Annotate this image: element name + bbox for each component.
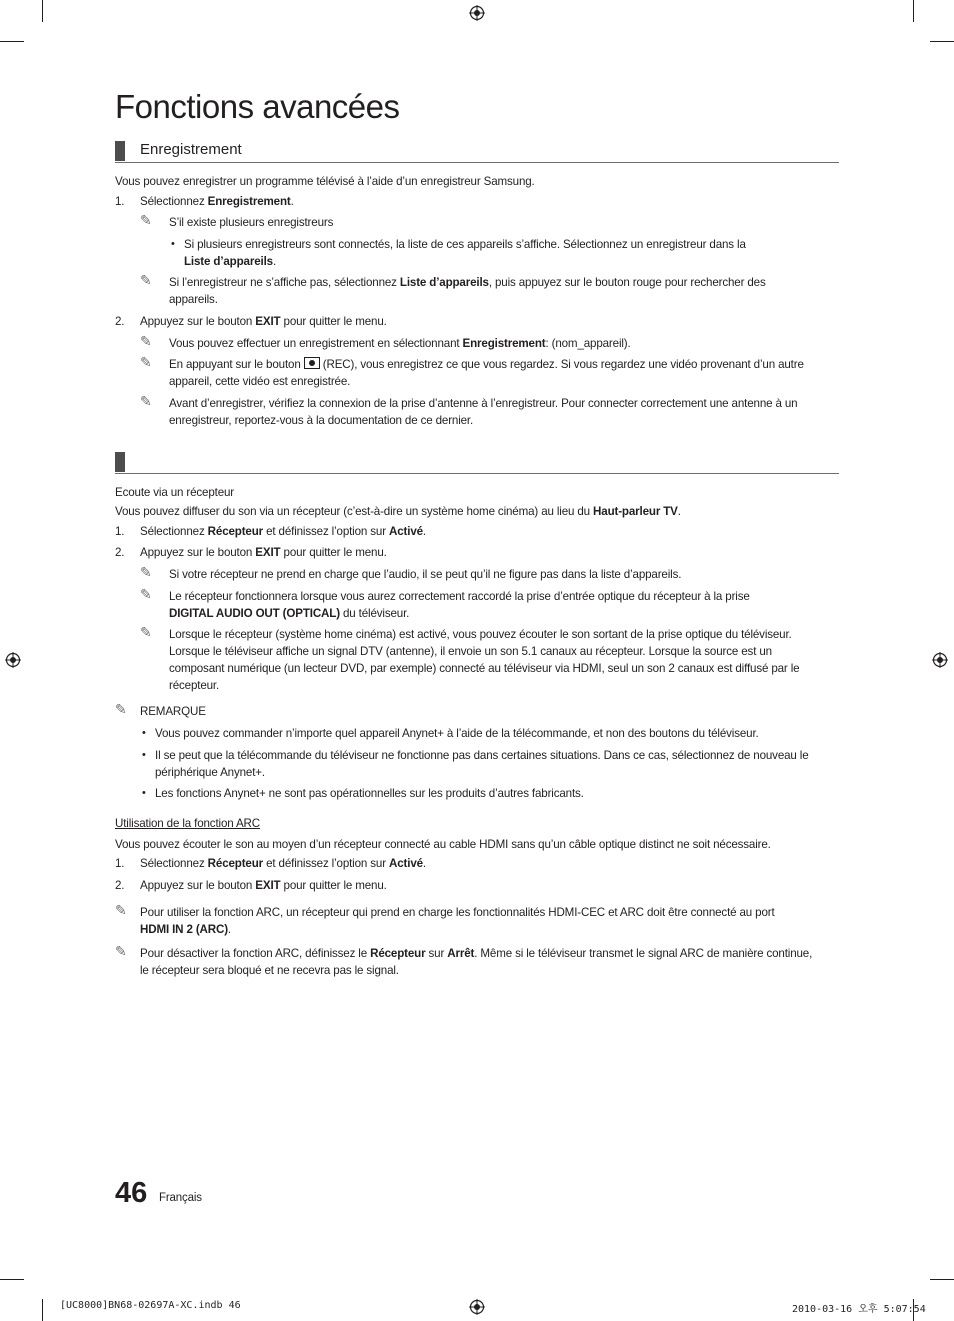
remarque-bullet: Il se peut que la télécommande du téléviseur ne fonctionne pas dans certaines situations. Dans ce cas, sélectionnez de nouveau le [155, 749, 809, 762]
remarque-label: REMARQUE [140, 705, 206, 718]
note-text-line4: récepteur. [169, 679, 220, 692]
registration-mark-icon [469, 5, 485, 21]
bullet-text-line2: Liste d’appareils. [184, 255, 277, 268]
pencil-note-icon: ✎ [140, 354, 152, 370]
subheading: Ecoute via un récepteur [115, 486, 235, 499]
crop-mark [0, 1279, 24, 1280]
note-text: Le récepteur fonctionnera lorsque vous aurez correctement raccordé la prise d’entrée optique du récepteur à la prise [169, 590, 750, 603]
section-rule [115, 162, 839, 163]
section-heading-enregistrement: Enregistrement [140, 141, 242, 158]
registration-mark-icon [469, 1299, 485, 1315]
bullet-text: Si plusieurs enregistreurs sont connectés, la liste de ces appareils s’affiche. Sélectionnez un enregistreur dans la [184, 238, 746, 251]
note-text: S’il existe plusieurs enregistreurs [169, 216, 334, 229]
note-text-line2: le récepteur sera bloqué et ne recevra pas le signal. [140, 964, 399, 977]
note-text-line2: enregistreur, reportez-vous à la documentation de ce dernier. [169, 414, 474, 427]
crop-mark [0, 41, 24, 42]
note-text: En appuyant sur le bouton (REC), vous enregistrez ce que vous regardez. Si vous regardez une vidéo provenant d’un autre [169, 358, 804, 371]
crop-mark [930, 41, 954, 42]
crop-mark [913, 0, 914, 22]
note-text-line3: composant numérique (un lecteur DVD, par exemple) connecté au téléviseur via HDMI, seul un son 2 canaux est diffusé par le [169, 662, 800, 675]
arc-intro: Vous pouvez écouter le son au moyen d’un récepteur connecté au cable HDMI sans qu’un câble optique distinct ne soit nécessaire. [115, 838, 771, 851]
note-text-line2: appareils. [169, 293, 218, 306]
step-1-text: Sélectionnez Récepteur et définissez l’option sur Activé. [140, 857, 426, 870]
section1-intro: Vous pouvez enregistrer un programme télévisé à l’aide d’un enregistreur Samsung. [115, 175, 535, 188]
note-text: Si votre récepteur ne prend en charge que l’audio, il se peut qu’il ne figure pas dans la liste d’appareils. [169, 568, 682, 581]
bullet-dot: • [142, 749, 146, 761]
bullet-dot: • [142, 787, 146, 799]
bullet-dot: • [171, 238, 175, 250]
note-text: Si l’enregistreur ne s’affiche pas, sélectionnez Liste d’appareils, puis appuyez sur le bouton rouge pour rechercher des [169, 276, 766, 289]
section-marker [115, 452, 125, 472]
note-text: Pour désactiver la fonction ARC, définissez le Récepteur sur Arrêt. Même si le téléviseur transmet le signal ARC de manière continue, [140, 947, 813, 960]
pencil-note-icon: ✎ [115, 701, 127, 717]
note-text: Vous pouvez effectuer un enregistrement en sélectionnant Enregistrement: (nom_appareil). [169, 337, 631, 350]
step-number: 2. [115, 546, 125, 559]
page-title: Fonctions avancées [115, 88, 400, 125]
footer-file-info: [UC8000]BN68-02697A-XC.indb 46 [60, 1300, 241, 1311]
pencil-note-icon: ✎ [140, 564, 152, 580]
remarque-bullet: Les fonctions Anynet+ ne sont pas opérationnelles sur les produits d’autres fabricants. [155, 787, 584, 800]
page-number: 46 [115, 1177, 148, 1209]
record-button-icon [304, 357, 320, 369]
remarque-bullet: Vous pouvez commander n’importe quel appareil Anynet+ à l’aide de la télécommande, et non des boutons du téléviseur. [155, 727, 759, 740]
arc-heading: Utilisation de la fonction ARC [115, 817, 261, 830]
step-1-text: Sélectionnez Enregistrement. [140, 195, 294, 208]
step-number: 1. [115, 195, 125, 208]
step-number: 2. [115, 879, 125, 892]
note-text-line2: DIGITAL AUDIO OUT (OPTICAL) du téléviseur. [169, 607, 410, 620]
registration-mark-icon [5, 652, 21, 668]
pencil-note-icon: ✎ [140, 333, 152, 349]
crop-mark [42, 1299, 43, 1321]
pencil-note-icon: ✎ [140, 624, 152, 640]
note-text: Lorsque le récepteur (système home cinéma) est activé, vous pouvez écouter le son sortant de la prise optique du téléviseur. [169, 628, 792, 641]
step-1-text: Sélectionnez Récepteur et définissez l’option sur Activé. [140, 525, 426, 538]
note-text: Pour utiliser la fonction ARC, un récepteur qui prend en charge les fonctionnalités HDMI-CEC et ARC doit être connecté au port [140, 906, 775, 919]
pencil-note-icon: ✎ [140, 272, 152, 288]
section-marker [115, 141, 125, 161]
crop-mark [42, 0, 43, 22]
footer-timestamp: 2010-03-16 오후 5:07:54 [792, 1304, 926, 1315]
step-2-text: Appuyez sur le bouton EXIT pour quitter le menu. [140, 546, 387, 559]
crop-mark [930, 1279, 954, 1280]
step-2-text: Appuyez sur le bouton EXIT pour quitter le menu. [140, 315, 387, 328]
step-2-text: Appuyez sur le bouton EXIT pour quitter le menu. [140, 879, 387, 892]
language-label: Français [159, 1192, 202, 1204]
pencil-note-icon: ✎ [115, 902, 127, 918]
pencil-note-icon: ✎ [140, 393, 152, 409]
note-text: Avant d’enregistrer, vérifiez la connexion de la prise d’antenne à l’enregistreur. Pour connecter correctement une antenne à un [169, 397, 798, 410]
remarque-bullet-line2: périphérique Anynet+. [155, 766, 265, 779]
section-rule [115, 473, 839, 474]
pencil-note-icon: ✎ [140, 586, 152, 602]
section2-intro: Vous pouvez diffuser du son via un récepteur (c’est-à-dire un système home cinéma) au lieu du Haut-parleur TV. [115, 505, 681, 518]
note-text-line2: Lorsque le téléviseur affiche un signal DTV (antenne), il envoie un son 5.1 canaux au récepteur. Lorsque la source est un [169, 645, 772, 658]
step-number: 1. [115, 857, 125, 870]
pencil-note-icon: ✎ [140, 212, 152, 228]
step-number: 2. [115, 315, 125, 328]
note-text-line2: HDMI IN 2 (ARC). [140, 923, 231, 936]
registration-mark-icon [932, 652, 948, 668]
note-text-line2: appareil, cette vidéo est enregistrée. [169, 375, 351, 388]
step-number: 1. [115, 525, 125, 538]
pencil-note-icon: ✎ [115, 943, 127, 959]
bullet-dot: • [142, 727, 146, 739]
